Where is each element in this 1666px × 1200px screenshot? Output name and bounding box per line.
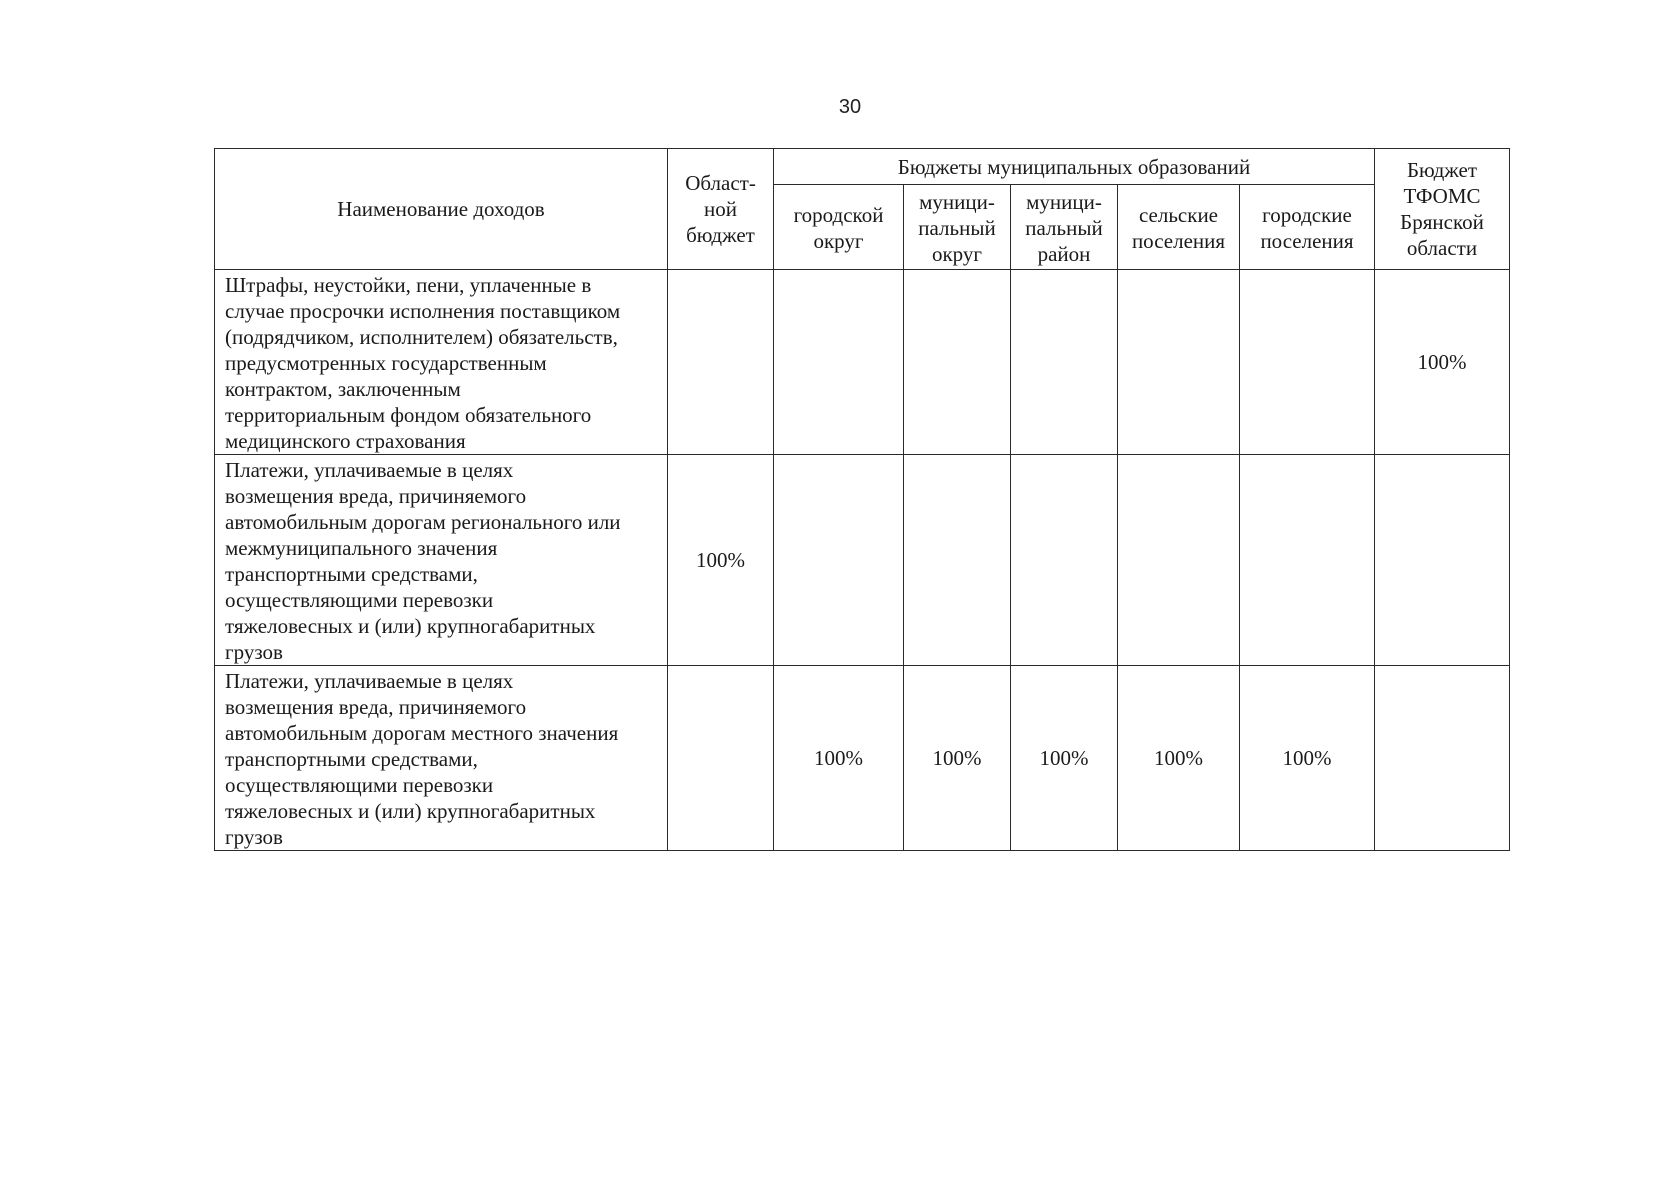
header-rural-settlements — [1118, 185, 1240, 270]
row-3-name-text: Платежи, уплачиваемые в целях возмещения вреда, причиняемого автомобильным дорогам местного значения транспортными средствами, осуществляющими перевозки тяжеловесных и (или) крупногабаритных грузов — [225, 669, 619, 849]
row-2-urban-settlements — [1240, 455, 1375, 666]
row-1-municipal-area — [1011, 270, 1118, 455]
header-regional-budget — [668, 149, 774, 270]
header-regional-budget-label: Област- ной бюджет — [685, 171, 756, 247]
header-city-district — [774, 185, 904, 270]
page-number: 30 — [838, 96, 862, 118]
revenue-distribution-table — [214, 148, 1510, 851]
row-2-rural-settlements — [1118, 455, 1240, 666]
header-municipal-area — [1011, 185, 1118, 270]
header-municipal-budgets: Бюджеты муниципальных образований — [774, 149, 1375, 185]
row-2-regional: 100% — [668, 455, 774, 666]
row-3-tfoms — [1375, 666, 1510, 851]
row-3-regional — [668, 666, 774, 851]
row-3-city-district: 100% — [774, 666, 904, 851]
row-3-municipal-district: 100% — [904, 666, 1011, 851]
header-urban-settlements — [1240, 185, 1375, 270]
header-municipal-district-label: муници- пальный округ — [918, 190, 996, 266]
row-1-rural-settlements — [1118, 270, 1240, 455]
header-urban-settlements-label: городские поселения — [1260, 203, 1354, 253]
header-city-district-label: городской округ — [793, 203, 884, 253]
table-row — [215, 455, 1510, 666]
header-municipal-district — [904, 185, 1011, 270]
row-3-name — [215, 666, 668, 851]
row-2-name-text: Платежи, уплачиваемые в целях возмещения вреда, причиняемого автомобильным дорогам регионального или межмуниципального значения транспортными средствами, осуществляющими перевозки тяжеловесных и (или) крупногабаритных грузов — [225, 458, 621, 664]
header-rural-settlements-label: сельские поселения — [1131, 203, 1226, 253]
row-1-municipal-district — [904, 270, 1011, 455]
row-3-rural-settlements: 100% — [1118, 666, 1240, 851]
row-1-name-text: Штрафы, неустойки, пени, уплаченные в случае просрочки исполнения поставщиком (подрядчиком, исполнителем) обязательств, предусмотренных государственным контрактом, заключенным территориальным фондом обязательного медицинского страхования — [225, 273, 621, 453]
row-2-tfoms — [1375, 455, 1510, 666]
header-tfoms-budget-label: Бюджет ТФОМС Брянской области — [1400, 158, 1484, 260]
row-2-city-district — [774, 455, 904, 666]
row-3-urban-settlements: 100% — [1240, 666, 1375, 851]
table-row — [215, 270, 1510, 455]
row-1-city-district — [774, 270, 904, 455]
table-row — [215, 666, 1510, 851]
header-revenue-name: Наименование доходов — [215, 149, 668, 270]
row-1-regional — [668, 270, 774, 455]
row-1-urban-settlements — [1240, 270, 1375, 455]
row-2-municipal-district — [904, 455, 1011, 666]
row-2-municipal-area — [1011, 455, 1118, 666]
header-municipal-area-label: муници- пальный район — [1025, 190, 1103, 266]
row-2-name — [215, 455, 668, 666]
row-3-municipal-area: 100% — [1011, 666, 1118, 851]
header-tfoms-budget — [1375, 149, 1510, 270]
row-1-name — [215, 270, 668, 455]
row-1-tfoms: 100% — [1375, 270, 1510, 455]
